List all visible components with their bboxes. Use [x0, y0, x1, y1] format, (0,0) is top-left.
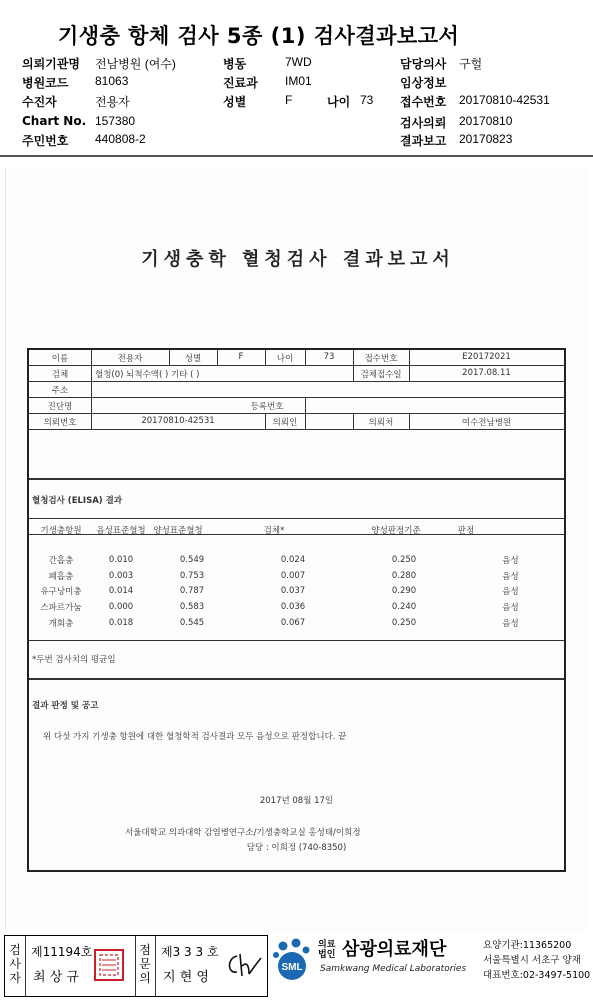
grid-line [29, 478, 564, 480]
header-divider [0, 155, 593, 157]
report-date-value: 20170823 [459, 132, 513, 146]
request-place-value: 여수전남병원 [461, 418, 512, 428]
cutoff-cell: 0.290 [391, 586, 417, 597]
examiner-license-no: 제11194호 [31, 945, 93, 959]
report-footer [0, 934, 593, 1000]
reviewer-name: 지 현 영 [163, 970, 209, 985]
label-char: 의 [139, 971, 151, 985]
results-header-table [29, 522, 564, 538]
footnote: *두번 검사치의 평균임 [32, 655, 116, 665]
reviewer-license-no: 제3 3 3 호 [161, 945, 219, 959]
specimen-cell: 0.007 [280, 570, 306, 581]
contact-line: 서울특별시 서초구 양재 [483, 955, 581, 966]
field-label: 의뢰기관명 [22, 57, 80, 71]
age-label: 나이 [276, 354, 294, 364]
negative-control-cell: 0.014 [108, 586, 134, 597]
receipt-no-value: 20170810-42531 [459, 93, 550, 107]
judgement-cell: 음성 [502, 571, 519, 582]
department-value: IM01 [285, 74, 312, 88]
grid-line [29, 397, 564, 398]
column-header: 양성표준혈청 [153, 525, 203, 536]
foundation-name: 삼광의료재단 [342, 939, 447, 960]
judgement-cell: 음성 [502, 587, 519, 598]
foundation-type [318, 940, 335, 960]
scanned-report [5, 168, 589, 931]
examiner-seal-icon [93, 948, 125, 982]
results-table [29, 552, 564, 630]
divider [135, 936, 136, 996]
field-label: 담당의사 [400, 57, 447, 71]
resident-no-value: 440808-2 [95, 132, 146, 146]
table-row [29, 583, 564, 599]
grid-line [29, 640, 564, 641]
grid-line [305, 397, 306, 429]
report-title: 기생충 항체 검사 5종 (1) 검사결과보고서 [58, 24, 460, 48]
reviewer-label [138, 943, 152, 985]
column-header: 판정 [457, 525, 475, 536]
label-char: 점 [139, 943, 151, 957]
parasite-cell: 유구낭미충 [40, 587, 82, 598]
cutoff-cell: 0.250 [391, 617, 417, 628]
specimen-cell: 0.037 [280, 586, 306, 597]
grid-line [29, 381, 564, 382]
issuing-organization: 서울대학교 의과대학 감염병연구소/기생충학교실 홍성태/이희정 [125, 828, 361, 838]
specimen-cell: 0.024 [280, 554, 306, 565]
foundation-type-line: 법인 [318, 950, 336, 960]
document-title: 기생충학 혈청검사 결과보고서 [141, 249, 455, 270]
header-row [0, 93, 593, 111]
contact-line: 대표번호:02-3497-5100 [483, 970, 591, 981]
column-header: 음성표준혈청 [96, 525, 146, 536]
cutoff-cell: 0.280 [391, 570, 417, 581]
age-value: 73 [323, 352, 335, 362]
foundation-english-name: Samkwang Medical Laboratories [320, 964, 467, 974]
field-label: Chart No. [22, 114, 87, 128]
label-char: 검 [9, 943, 21, 957]
positive-control-cell: 0.549 [179, 554, 205, 565]
judgement-cell: 음성 [502, 602, 519, 613]
field-label: 접수번호 [400, 95, 447, 109]
parasite-cell: 폐흡충 [48, 571, 74, 582]
grid-line [29, 518, 564, 519]
positive-control-cell: 0.787 [179, 586, 205, 597]
positive-control-cell: 0.583 [179, 601, 205, 612]
report-frame [27, 348, 566, 872]
label-char: 문 [139, 957, 151, 971]
field-label: 진료과 [223, 76, 258, 90]
specimen-cell: 0.036 [280, 601, 306, 612]
label-char: 자 [9, 971, 21, 985]
patient-value: 전용자 [95, 95, 130, 109]
judgement-cell: 음성 [502, 555, 519, 566]
specimen-date-label: 검체접수일 [360, 370, 402, 380]
parasite-cell: 간흡충 [48, 555, 74, 566]
diagnosis-label: 진단명 [47, 402, 73, 412]
positive-control-cell: 0.545 [179, 617, 205, 628]
examiner-label [8, 943, 22, 985]
receipt-label: 접수번호 [364, 354, 398, 364]
request-no-value: 20170810-42531 [141, 416, 215, 426]
header-row [0, 74, 593, 92]
header-row [0, 114, 593, 132]
cutoff-cell: 0.240 [391, 601, 417, 612]
cutoff-cell: 0.250 [391, 554, 417, 565]
negative-control-cell: 0.018 [108, 617, 134, 628]
negative-control-cell: 0.000 [108, 601, 134, 612]
ward-value: 7WD [285, 55, 312, 69]
chart-no-value: 157380 [95, 114, 136, 128]
receipt-value: E20172021 [462, 352, 511, 362]
column-header: 양성판정기준 [371, 525, 421, 536]
field-label: 성별 [223, 95, 247, 109]
contact-line: 요양기관:11365200 [483, 940, 572, 951]
name-label: 이름 [51, 354, 69, 364]
header-row [0, 132, 593, 150]
parasite-cell: 개회충 [48, 618, 74, 629]
grid-line [29, 678, 564, 680]
age-value: 73 [360, 93, 374, 107]
parasite-cell: 스파르가눔 [40, 602, 82, 613]
negative-control-cell: 0.010 [108, 554, 134, 565]
report-header [0, 0, 593, 160]
conclusion-title: 결과 판정 및 공고 [32, 701, 99, 711]
sex-value: F [238, 352, 244, 362]
institution-value: 전남병원 (여수) [95, 57, 176, 71]
field-label: 병동 [223, 57, 247, 71]
specimen-label: 검체 [51, 370, 69, 380]
field-label: 결과보고 [400, 134, 447, 148]
field-label: 검사의뢰 [400, 116, 447, 130]
divider [25, 936, 26, 996]
sex-value: F [285, 93, 293, 107]
column-header: 검체* [263, 525, 285, 536]
request-date-value: 20170810 [459, 114, 513, 128]
report-date: 2017년 08월 17일 [259, 796, 334, 806]
table-row [29, 615, 564, 631]
conclusion-text: 위 다섯 가지 기생충 항원에 대한 혈청학적 검사결과 모두 음성으로 판정합니다. 끝 [43, 732, 347, 742]
address-label: 주소 [51, 386, 69, 396]
results-section-title: 혈청검사 (ELISA) 결과 [32, 496, 123, 506]
registration-label: 등록번호 [250, 402, 284, 412]
column-header: 기생충항원 [40, 525, 82, 536]
reviewer-signature-icon [225, 950, 263, 980]
results-header-row [29, 522, 564, 538]
signature-box [4, 935, 268, 997]
grid-line [29, 429, 564, 430]
grid-line [29, 413, 564, 414]
table-row [29, 552, 564, 568]
specimen-cell: 0.067 [280, 617, 306, 628]
specimen-value: 혈청(0) 뇌척수액( ) 기타 ( ) [95, 370, 200, 380]
examiner-name: 최 상 규 [33, 970, 79, 985]
judgement-cell: 음성 [502, 618, 519, 629]
request-no-label: 의뢰번호 [43, 418, 77, 428]
requester-label: 의뢰인 [272, 418, 298, 428]
field-label: 주민번호 [22, 134, 69, 148]
table-row [29, 568, 564, 584]
field-label: 병원코드 [22, 76, 69, 90]
foundation-type-line: 의료 [318, 940, 336, 950]
spacer [481, 522, 564, 538]
specimen-date-value: 2017.08.11 [462, 368, 511, 378]
divider [155, 936, 156, 996]
field-label: 수진자 [22, 95, 57, 109]
sex-label: 성별 [184, 354, 202, 364]
negative-control-cell: 0.003 [108, 570, 134, 581]
name-value: 전용자 [117, 354, 143, 364]
field-label: 임상정보 [400, 76, 447, 90]
contact-info: 담당 : 이희정 (740-8350) [246, 843, 347, 853]
doctor-value: 구헐 [459, 57, 483, 71]
label-char: 사 [9, 957, 21, 971]
header-row [0, 55, 593, 73]
positive-control-cell: 0.753 [179, 570, 205, 581]
logo-text: SML [281, 962, 303, 973]
table-row [29, 599, 564, 615]
hospital-code-value: 81063 [95, 74, 129, 88]
field-label: 나이 [327, 95, 351, 109]
request-place-label: 의뢰처 [368, 418, 394, 428]
foundation-contact [483, 938, 590, 983]
sml-logo-icon [270, 936, 314, 982]
grid-line [29, 365, 564, 366]
